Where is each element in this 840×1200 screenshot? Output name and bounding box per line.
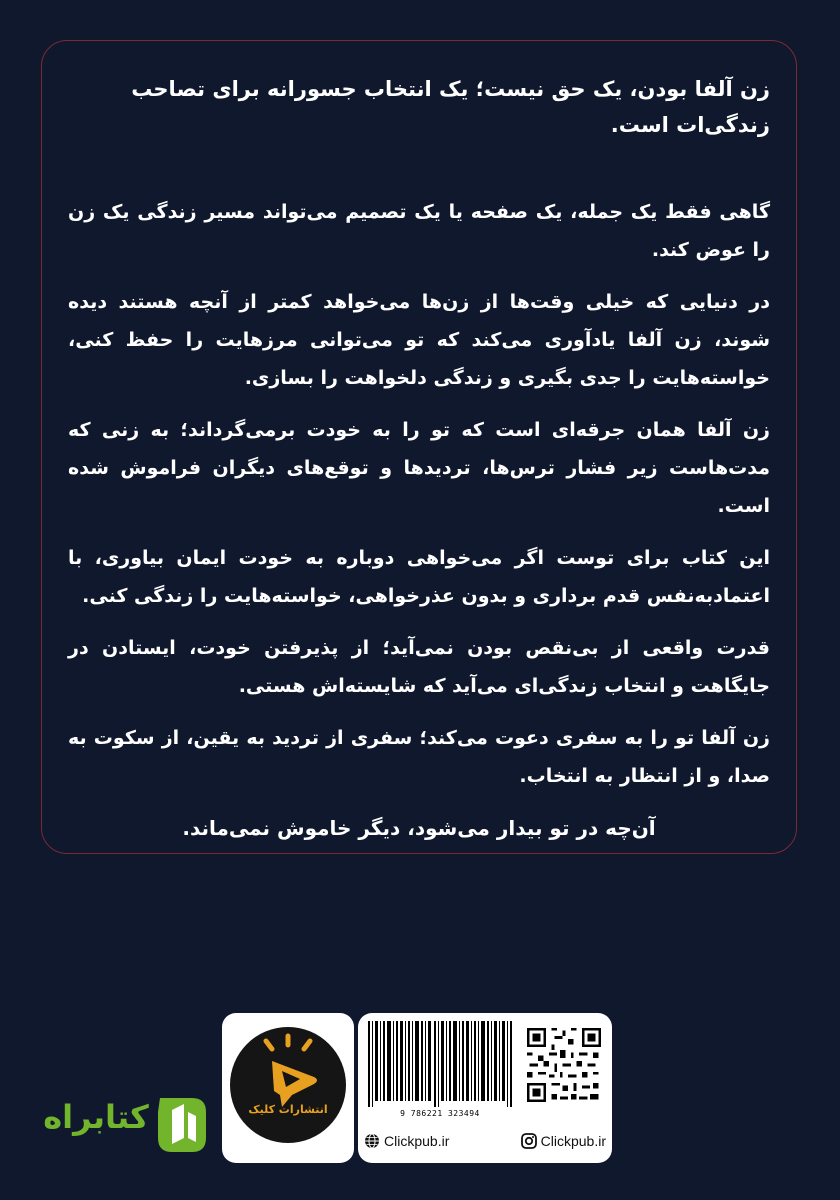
description-panel [41, 40, 797, 854]
publisher-footer [222, 1013, 612, 1163]
ketabrah-book-icon [154, 1094, 210, 1154]
ketabrah-logo-text: کتابراه [43, 1098, 149, 1136]
publisher-logo [230, 1027, 346, 1143]
website-text: Clickpub.ir [384, 1133, 450, 1149]
paragraph-2: در دنیایی که خیلی وقت‌ها از زن‌ها می‌خواهد کمتر از آنچه هستند دیده شوند، زن آلفا یادآوری می‌کند که تو می‌توانی مرزهایت را حفظ کنی، خواسته‌هایت را جدی بگیری و زندگی دلخواهت را بسازی. [68, 291, 770, 389]
publisher-logo-card [222, 1013, 354, 1163]
paragraph-1: گاهی فقط یک جمله، یک صفحه یا یک تصمیم می‌تواند مسیر زندگی یک زن را عوض کند. [68, 201, 770, 261]
paragraph-4: این کتاب برای توست اگر می‌خواهی دوباره به خودت ایمان بیاوری، با اعتمادبه‌نفس قدم برداری و بدون عذرخواهی، خواسته‌هایت را زندگی کنی. [68, 547, 770, 607]
paragraph-5: قدرت واقعی از بی‌نقص بودن نمی‌آید؛ از پذیرفتن خودت، ایستادن در جایگاهت و انتخاب زندگی‌ای می‌آید که شایسته‌اش هستی. [68, 637, 770, 697]
isbn-barcode [364, 1021, 516, 1107]
instagram-text: Clickpub.ir [540, 1133, 606, 1149]
paragraph-3: زن آلفا همان جرقه‌ای است که تو را به خودت برمی‌گرداند؛ به زنی که مدت‌هاست زیر فشار ترس‌ها، تردیدها و توقع‌های دیگران فراموش شده است. [68, 419, 770, 517]
globe-icon [364, 1133, 380, 1149]
publisher-logo-text: انتشارات کلیک [248, 1103, 328, 1116]
play-speech-bubble-icon [230, 1027, 346, 1143]
ketabrah-logo [38, 1092, 213, 1158]
tagline: زن آلفا بودن، یک حق نیست؛ یک انتخاب جسورانه برای تصاحب زندگی‌ات است. [131, 77, 770, 137]
isbn-number: 9 786221 323494 [400, 1109, 480, 1118]
website-link[interactable] [364, 1133, 449, 1149]
social-links [364, 1127, 606, 1155]
paragraph-6: زن آلفا تو را به سفری دعوت می‌کند؛ سفری از تردید به یقین، از سکوت به صدا، و از انتظار به انتخاب. [68, 727, 770, 787]
qr-code [524, 1025, 604, 1105]
isbn-card [358, 1013, 612, 1163]
instagram-link[interactable] [521, 1133, 606, 1149]
instagram-icon [521, 1133, 537, 1149]
closing-line: آن‌چه در تو بیدار می‌شود، دیگر خاموش نمی‌ماند. [182, 816, 656, 840]
